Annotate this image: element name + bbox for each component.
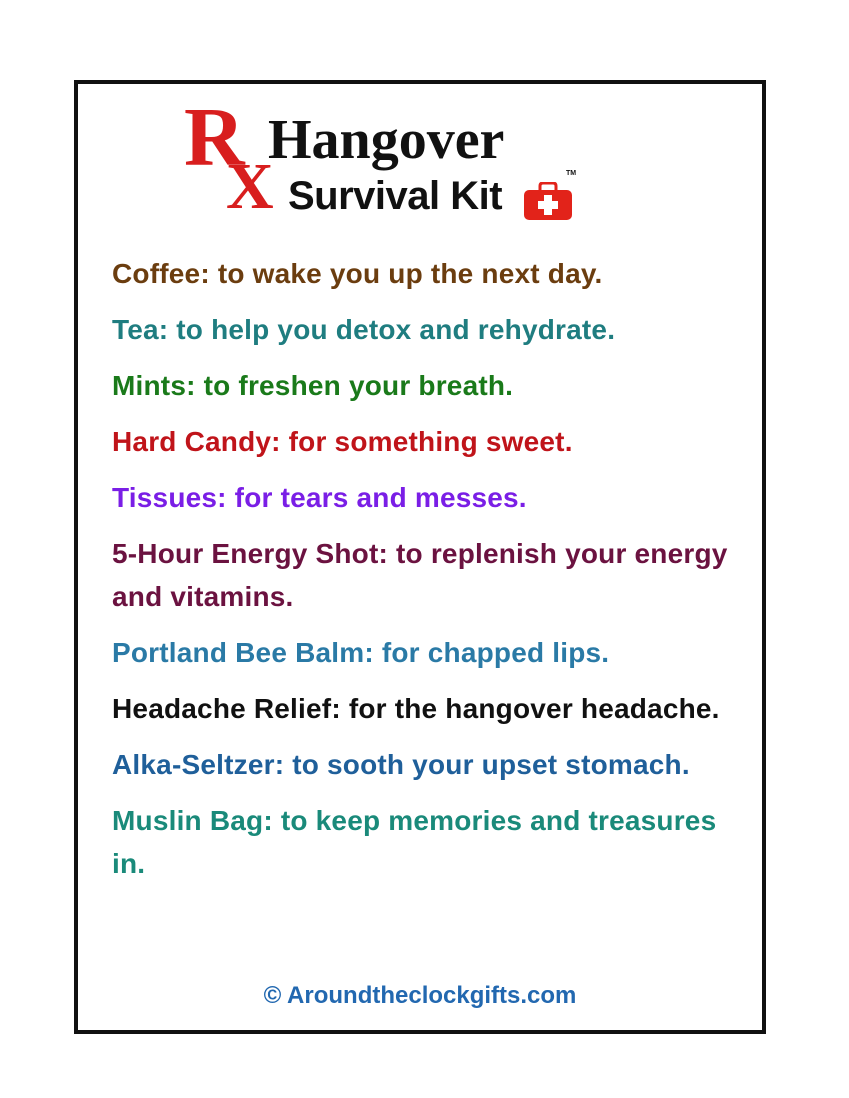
trademark-symbol: TM	[566, 170, 577, 177]
rx-logo-r: R	[184, 91, 245, 184]
list-item-mints: Mints: to freshen your breath.	[112, 370, 514, 401]
first-aid-kit-icon	[522, 182, 574, 222]
logo-title-survival-kit: Survival Kit	[288, 174, 503, 218]
list-item-energy-shot: 5-Hour Energy Shot: to replenish your energy and vitamins.	[112, 538, 728, 612]
logo-title-hangover: Hangover	[268, 109, 505, 171]
survival-kit-card	[74, 80, 766, 1034]
list-item-tissues: Tissues: for tears and messes.	[112, 482, 527, 513]
rx-logo-x: X	[226, 150, 274, 223]
list-item-tea: Tea: to help you detox and rehydrate.	[112, 314, 616, 345]
hangover-survival-kit-logo	[184, 91, 584, 223]
copyright-footer: © Aroundtheclockgifts.com	[263, 982, 577, 1009]
list-item-hard-candy: Hard Candy: for something sweet.	[112, 426, 573, 457]
list-item-alka-seltzer: Alka-Seltzer: to sooth your upset stomach.	[112, 749, 690, 780]
kit-contents-list	[112, 252, 742, 898]
list-item-coffee: Coffee: to wake you up the next day.	[112, 258, 603, 289]
list-item-bee-balm: Portland Bee Balm: for chapped lips.	[112, 637, 610, 668]
list-item-headache-relief: Headache Relief: for the hangover headache.	[112, 693, 720, 724]
list-item-muslin-bag: Muslin Bag: to keep memories and treasures in.	[112, 805, 717, 879]
